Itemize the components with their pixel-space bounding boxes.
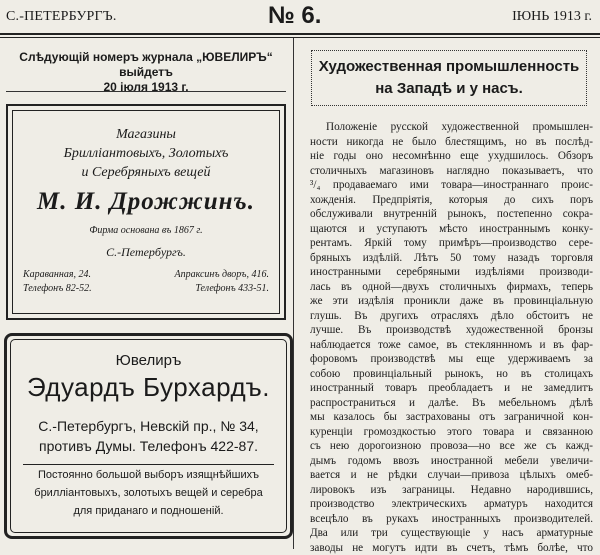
- article-line: обслуживали внутренній рынокъ, постепенно сокра-: [310, 207, 593, 222]
- ad1-address-right: Апраксинъ дворъ, 416.: [175, 269, 269, 280]
- article-line: бряныхъ издѣлій. Лѣтъ 50 тому назадъ торговля: [310, 251, 593, 266]
- ad2-phone: противъ Думы. Телефонъ 422-87.: [11, 438, 286, 454]
- header-rule: [0, 33, 600, 35]
- burkhard-advertisement: [4, 333, 293, 539]
- article-line: иностранный товаръ преобладаетъ и не замедлитъ: [310, 381, 593, 396]
- article-line: глушь. Въ другихъ отрасляхъ дѣло обстоитъ не: [310, 309, 593, 324]
- article-line: ности никогда не было блестящимъ, но въ послѣд-: [310, 135, 593, 150]
- article-line: же эти издѣлія проникли даже въ провинціальную: [310, 294, 593, 309]
- article-body: [310, 120, 593, 555]
- article-line: съ нею дорогоизною провоза—но все же съ кажд-: [310, 439, 593, 454]
- ad2-address: С.-Петербургъ, Невскій пр., № 34,: [11, 418, 286, 434]
- header-rule-thin: [0, 37, 600, 38]
- issue-date: ІЮНЬ 1913 г.: [512, 9, 592, 25]
- drozhzhin-ad-inner-frame: [12, 110, 280, 314]
- article-line: иностранными серебряными издѣліями производи-: [310, 265, 593, 280]
- article-line: вается и не рѣдки случаи—привоза цѣлыхъ омеб-: [310, 468, 593, 483]
- article-line: распространиться и далѣе. Въ мебельномъ дѣлѣ: [310, 396, 593, 411]
- article-line: хожденія. Предпріятія, которыя до сихъ поръ: [310, 193, 593, 208]
- article-line: ³/₄ продаваемаго ими товара—иностраннаго проис-: [310, 178, 593, 193]
- article-line: форовомъ производствѣ мы еще удерживаемъ за: [310, 352, 593, 367]
- ad1-address-left: Караванная, 24.: [23, 269, 91, 280]
- article-line: куренціи громоздкостью этого товара и связанною: [310, 425, 593, 440]
- issue-number: № 6.: [268, 2, 321, 30]
- burkhard-ad-inner-frame: [10, 339, 287, 533]
- article-line: Положеніе русской художественной промышлен-: [310, 120, 593, 135]
- article-line: лучше. Въ производствѣ художественной бронзы: [310, 323, 593, 338]
- article-line: заводы не могутъ идти въ счетъ, тѣмъ болѣе, что: [310, 541, 593, 555]
- ad1-phone-right: Телефонъ 433-51.: [195, 283, 269, 294]
- article-line: собою провинціальный рынокъ, но въ столицахъ: [310, 367, 593, 382]
- ad1-line-3: и Серебряныхъ вещей: [13, 165, 279, 181]
- page-header: [0, 0, 600, 34]
- article-line: рентамъ. Яркій тому примѣръ—производство сере-: [310, 236, 593, 251]
- article-line: лировокъ изъ заграницы. Недавно народившись,: [310, 483, 593, 498]
- column-divider: [293, 38, 294, 549]
- article-line: ніе годы оно несомнѣнно еще ухудшилось. Обзоръ: [310, 149, 593, 164]
- article-line: производство электрическихъ арматуръ находится: [310, 497, 593, 512]
- article-line: наблюдается тоже самое, въ стекляннномъ и въ фар-: [310, 338, 593, 353]
- header-city: С.-ПЕТЕРБУРГЪ.: [6, 9, 117, 25]
- article-line: столичныхъ магазиновъ наглядно показываетъ, что: [310, 164, 593, 179]
- article-title-line-2: на Западѣ и у насъ.: [312, 80, 586, 97]
- next-issue-notice: [6, 50, 286, 95]
- notice-rule: [6, 91, 286, 92]
- ad2-rule: [23, 464, 274, 465]
- article-line: всецѣло въ рукахъ иностранныхъ производителей.: [310, 512, 593, 527]
- ad1-line-2: Бриллiантовыхъ, Золотыхъ: [13, 146, 279, 162]
- notice-line-2: 20 іюля 1913 г.: [6, 80, 286, 95]
- ad2-line-4: Постоянно большой выборъ изящнѣйшихъ: [11, 469, 286, 481]
- ad2-line-6: для приданаго и подношеній.: [11, 505, 286, 517]
- article-title-box: [311, 50, 587, 106]
- ad2-firm-name: Эдуардъ Бурхардъ.: [11, 372, 286, 403]
- notice-line-1: Слѣдующій номеръ журнала „ЮВЕЛИРЪ“ выйдетъ: [6, 50, 286, 80]
- article-line: лась въ одной—двухъ столичныхъ фирмахъ, теперь: [310, 280, 593, 295]
- ad1-founded: Фирма основана въ 1867 г.: [13, 225, 279, 236]
- article-line: Два или три существующіе у насъ арматурные: [310, 526, 593, 541]
- article-title-line-1: Художественная промышленность: [312, 58, 586, 75]
- article-line: мы казалось бы застрахованы отъ заграничной кон-: [310, 410, 593, 425]
- article-line: дымъ годомъ ввозъ иностранной мебели увеличи-: [310, 454, 593, 469]
- ad2-line-1: Ювелиръ: [11, 352, 286, 369]
- ad1-phone-left: Телефонъ 82-52.: [23, 283, 92, 294]
- ad1-line-1: Магазины: [13, 127, 279, 143]
- drozhzhin-advertisement: [6, 104, 286, 320]
- ad1-firm-name: М. И. Дрожжинъ.: [13, 188, 279, 216]
- ad2-line-5: бриллiантовыхъ, золотыхъ вещей и серебра: [11, 487, 286, 499]
- article-line: щаются и уступаютъ мѣсто иностраннымъ конку-: [310, 222, 593, 237]
- ad1-city: С.-Петербургъ.: [13, 245, 279, 260]
